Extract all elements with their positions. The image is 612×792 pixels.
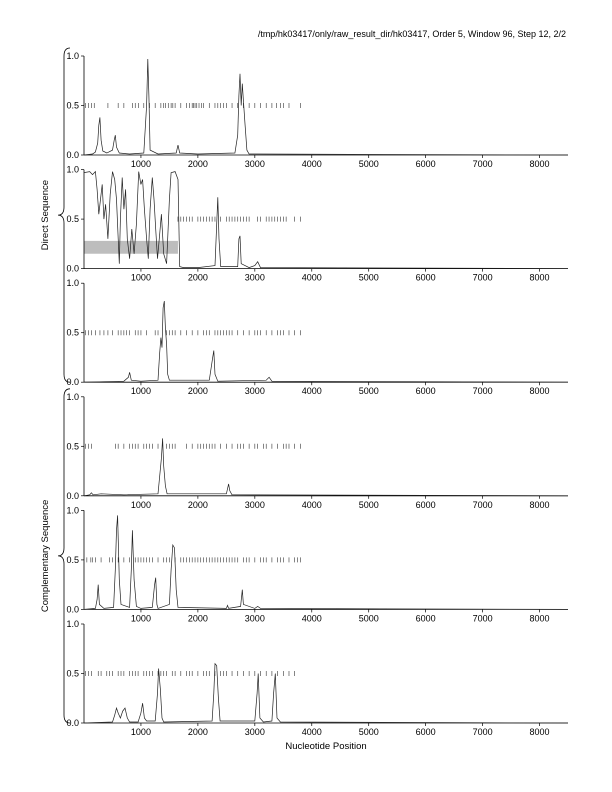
x-tick-label: 8000: [529, 386, 550, 397]
y-tick-label: 0.5: [66, 100, 79, 111]
y-tick-label: 1.0: [66, 51, 79, 61]
x-tick-label: 5000: [358, 613, 379, 624]
x-tick-label: 5000: [358, 159, 379, 169]
x-tick-label: 8000: [529, 272, 550, 283]
trace-line: [84, 172, 568, 269]
group-label: Direct Sequence: [40, 179, 51, 251]
x-tick-label: 7000: [472, 272, 493, 283]
x-tick-label: 3000: [244, 499, 265, 510]
x-tick-label: 1000: [130, 499, 151, 510]
y-tick-label: 0.5: [66, 214, 79, 225]
x-tick-label: 5000: [358, 386, 379, 397]
x-tick-label: 6000: [415, 499, 436, 510]
x-tick-label: 3000: [244, 272, 265, 283]
x-tick-label: 4000: [301, 613, 322, 624]
panels-container: [66, 51, 568, 737]
x-tick-label: 5000: [358, 272, 379, 283]
x-tick-label: 4000: [301, 159, 322, 169]
y-tick-label: 0.0: [66, 604, 79, 615]
x-tick-label: 6000: [415, 386, 436, 397]
header-title: /tmp/hk03417/only/raw_result_dir/hk03417, Order 5, Window 96, Step 12, 2/2: [257, 29, 566, 39]
y-tick-label: 1.0: [66, 164, 79, 175]
x-tick-label: 6000: [415, 613, 436, 624]
x-tick-label: 2000: [187, 613, 208, 624]
x-tick-label: 3000: [244, 159, 265, 169]
trace-line: [84, 59, 568, 155]
panel-direct-frame-2: [66, 165, 568, 283]
x-tick-label: 3000: [244, 727, 265, 737]
y-tick-label: 1.0: [66, 278, 79, 289]
trace-line: [84, 301, 568, 382]
x-tick-label: 1000: [130, 727, 151, 737]
y-tick-label: 0.5: [66, 554, 79, 565]
x-tick-label: 8000: [529, 159, 550, 169]
y-tick-label: 1.0: [66, 619, 79, 629]
group-label: Complementary Sequence: [40, 499, 51, 613]
x-tick-label: 2000: [187, 499, 208, 510]
x-tick-label: 8000: [529, 613, 550, 624]
y-tick-label: 0.0: [66, 718, 79, 728]
panel-direct-frame-1: [66, 51, 568, 169]
panel-direct-frame-3: [66, 278, 568, 396]
panel-complementary-frame-2: [66, 505, 568, 623]
x-tick-label: 7000: [472, 159, 493, 169]
x-tick-label: 2000: [187, 272, 208, 283]
x-tick-label: 1000: [130, 386, 151, 397]
x-tick-label: 6000: [415, 727, 436, 737]
x-tick-label: 3000: [244, 613, 265, 624]
y-tick-label: 1.0: [66, 391, 79, 402]
x-tick-label: 4000: [301, 386, 322, 397]
panel-complementary-frame-3: [66, 619, 568, 737]
trace-line: [84, 664, 568, 723]
x-tick-label: 8000: [529, 727, 550, 737]
x-tick-label: 4000: [301, 727, 322, 737]
y-tick-label: 0.0: [66, 150, 79, 160]
y-tick-label: 0.5: [66, 668, 79, 679]
x-tick-label: 7000: [472, 386, 493, 397]
x-tick-label: 4000: [301, 272, 322, 283]
x-tick-label: 5000: [358, 727, 379, 737]
y-tick-label: 0.0: [66, 377, 79, 388]
y-tick-label: 0.5: [66, 327, 79, 338]
trace-line: [84, 515, 568, 609]
x-tick-label: 7000: [472, 499, 493, 510]
x-tick-label: 2000: [187, 386, 208, 397]
y-tick-label: 1.0: [66, 505, 79, 516]
x-tick-label: 6000: [415, 159, 436, 169]
x-tick-label: 7000: [472, 727, 493, 737]
x-tick-label: 6000: [415, 272, 436, 283]
x-axis-label: Nucleotide Position: [285, 741, 367, 752]
x-tick-label: 8000: [529, 499, 550, 510]
x-tick-label: 5000: [358, 499, 379, 510]
y-tick-label: 0.5: [66, 441, 79, 452]
x-tick-label: 3000: [244, 386, 265, 397]
panel-complementary-frame-1: [66, 392, 568, 510]
x-tick-label: 1000: [130, 159, 151, 169]
x-tick-label: 2000: [187, 159, 208, 169]
trace-line: [84, 438, 568, 495]
y-tick-label: 0.0: [66, 490, 79, 501]
x-tick-label: 4000: [301, 499, 322, 510]
x-tick-label: 7000: [472, 613, 493, 624]
y-tick-label: 0.0: [66, 263, 79, 274]
x-tick-label: 1000: [130, 613, 151, 624]
x-tick-label: 1000: [130, 272, 151, 283]
x-tick-label: 2000: [187, 727, 208, 737]
